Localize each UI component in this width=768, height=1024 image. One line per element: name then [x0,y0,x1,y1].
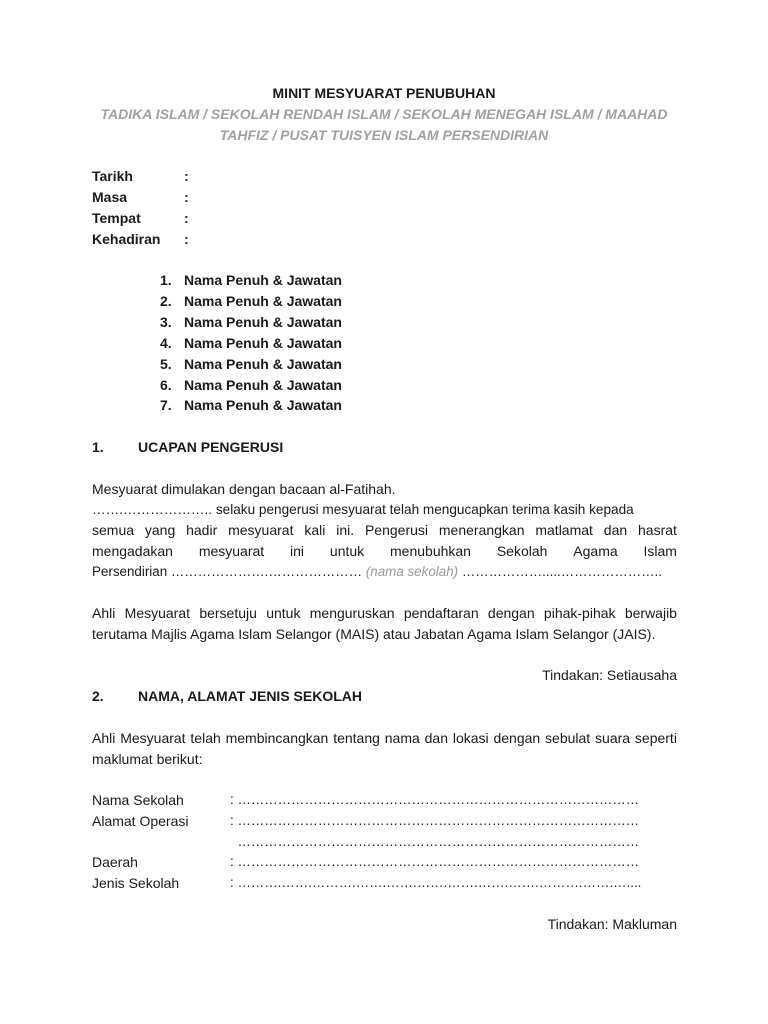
word: untuk [266,605,301,621]
section-1-tindakan: Tindakan: Setiausaha [542,667,677,683]
word: mengadakan [92,543,173,559]
meta-label-tarikh: Tarikh [92,168,133,184]
section-2-paragraph-line-2: maklumat berikut: [92,751,203,767]
attendee-number: 2. [160,293,172,309]
attendee-name: Nama Penuh & Jawatan [184,293,342,309]
attendee-number: 6. [160,377,172,393]
word: dan [424,730,448,746]
attendee-number: 7. [160,397,172,413]
word: nama [384,730,420,746]
word: Islam [643,543,677,559]
word: tentang [333,730,380,746]
attendee-name: Nama Penuh & Jawatan [184,272,342,288]
section-1-paragraph-2-line-1: …….……………….. selaku pengerusi mesyuarat telah mengucapkan terima kasih kepada [92,502,634,517]
field-value-nama-sekolah: : ……………………………………………………………………………… [230,792,640,807]
section-1-paragraph-3-line-1 [92,603,677,623]
attendee-name: Nama Penuh & Jawatan [184,356,342,372]
word: mesyuarat [198,543,265,559]
school-name-placeholder: (nama sekolah) [365,564,459,579]
field-label-alamat-operasi: Alamat Operasi [92,813,189,829]
word: kali [304,522,326,538]
word: berwajib [624,605,677,621]
word: bersetuju [199,605,257,621]
attendee-number: 4. [160,335,172,351]
word: dengan [487,605,535,621]
attendee-number: 3. [160,314,172,330]
word: pihak-pihak [543,605,616,621]
attendee-name: Nama Penuh & Jawatan [184,314,342,330]
document-subtitle-line1: TADIKA ISLAM / SEKOLAH RENDAH ISLAM / SEKOLAH MENEGAH ISLAM / MAAHAD [100,106,668,122]
attendee-name: Nama Penuh & Jawatan [184,335,342,351]
field-value-jenis-sekolah: : ……….…….……….…….…….…….…….…….…….……….…….….... [230,875,642,890]
word: menguruskan [309,605,395,621]
word: Mesyuarat [120,730,186,746]
field-value-alamat-operasi: : ……………………………………………………………………………… [230,813,640,828]
word: Agama [573,543,618,559]
word: ini. [336,522,355,538]
school-name-dots-after: ……………….....………………….. [458,564,662,579]
document-subtitle-line2: TAHFIZ / PUSAT TUISYEN ISLAM PERSENDIRIAN [219,127,549,143]
word: hadir [186,522,218,538]
section-1-paragraph-2-line-4 [92,562,662,582]
meta-label-kehadiran: Kehadiran [92,231,161,247]
word: hasrat [638,522,677,538]
word: Sekolah [496,543,548,559]
field-value-daerah: : ……………………………………………………………………………… [230,854,640,869]
document-title: MINIT MESYUARAT PENUBUHAN [272,85,496,101]
section-1-paragraph-3-line-2: terutama Majlis Agama Islam Selangor (MAIS) atau Jabatan Agama Islam Selangor (JAIS). [92,626,656,642]
meta-colon: : [184,210,189,226]
section-1-paragraph-2-line-3 [92,541,677,561]
meta-colon: : [184,168,189,184]
field-label-nama-sekolah: Nama Sekolah [92,792,184,808]
attendee-name: Nama Penuh & Jawatan [184,377,342,393]
word: mesyuarat [228,522,294,538]
word: Mesyuarat [124,605,191,621]
attendee-number: 5. [160,356,172,372]
word: pendaftaran [403,605,479,621]
meta-colon: : [184,189,189,205]
word: sebulat [545,730,591,746]
word: dengan [493,730,541,746]
word: suara [595,730,631,746]
section-2-title: NAMA, ALAMAT JENIS SEKOLAH [138,688,362,704]
meta-label-masa: Masa [92,189,128,205]
section-1-title: UCAPAN PENGERUSI [138,439,284,455]
word: untuk [329,543,365,559]
word: matlamat [535,522,593,538]
word: Pengerusi [364,522,429,538]
school-name-dots-before: Persendirian ………………….………………… [92,564,366,579]
section-2-paragraph-line-1 [92,728,677,748]
section-1-paragraph-2-line-2 [92,520,677,540]
field-label-daerah: Daerah [92,854,138,870]
meta-colon: : [184,231,189,247]
word: ini [290,543,305,559]
meta-label-tempat: Tempat [92,210,141,226]
word: membincangkan [225,730,329,746]
word: dan [603,522,628,538]
word: semua [92,522,135,538]
section-2-number: 2. [92,688,104,704]
section-2-tindakan: Tindakan: Makluman [547,916,677,932]
section-1-paragraph-1: Mesyuarat dimulakan dengan bacaan al-Fatihah. [92,481,396,497]
word: menerangkan [438,522,525,538]
word: yang [144,522,176,538]
word: Ahli [92,730,116,746]
word: seperti [634,730,677,746]
word: menubuhkan [390,543,471,559]
word: telah [190,730,221,746]
attendee-number: 1. [160,272,172,288]
section-1-number: 1. [92,439,104,455]
field-label-jenis-sekolah: Jenis Sekolah [92,875,180,891]
attendee-name: Nama Penuh & Jawatan [184,397,342,413]
word: Ahli [92,605,116,621]
field-value-alamat-operasi-line-2: ……………………………………………………………………………… [230,834,640,849]
word: lokasi [452,730,489,746]
